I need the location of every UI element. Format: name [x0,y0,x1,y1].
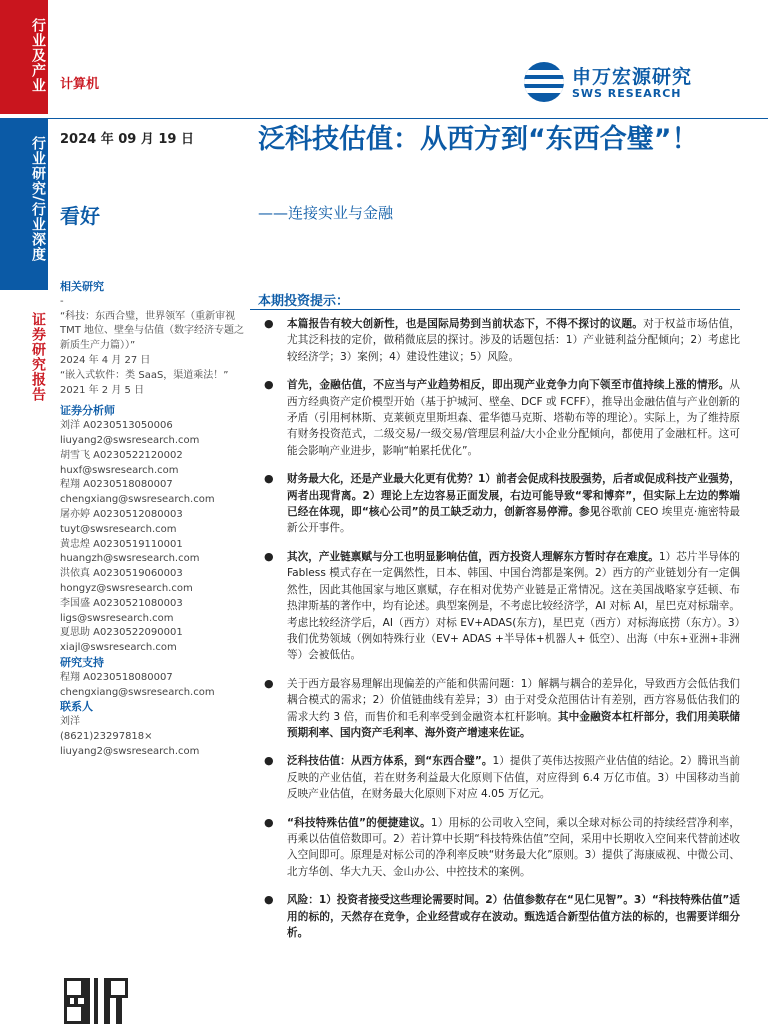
section-heading: 本期投资提示： [258,294,350,309]
qr-code-icon [64,978,128,1024]
side-tab-report-type: 证券研究报告 [0,294,48,1024]
left-sidebar [60,280,250,760]
sidebar-line: 胡雪飞 A0230522120002 [60,449,183,461]
bullet-text: 关于西方最容易理解出现偏差的产能和供需问题：1）解耦与耦合的差异化，导致西方会低估我们耦合模式的需求；2）价值链曲线有差异；3）由于对受众范围估计有差别，西方容易低估我们的需求大约 3 倍，而售价和毛利率受到金融资本杠杆影响。 [287,677,740,723]
bullet-dot-icon: ● [264,815,274,829]
report-title: 泛科技估值：从西方到“东西合璧”！ [258,124,699,155]
contact-list [60,715,250,759]
investment-highlights-list [262,316,740,953]
logo-text-cn: 申万宏源研究 [572,66,693,88]
bullet-dot-icon: ● [264,754,274,768]
contact-header: 联系人 [60,700,93,714]
sidebar-line: chengxiang@swsresearch.com [60,494,215,506]
bullet-dot-icon: ● [264,472,274,486]
sidebar-line: 刘洋 A0230513050006 [60,420,173,432]
sidebar-line: xiajl@swsresearch.com [60,642,177,654]
sidebar-line: huangzh@swsresearch.com [60,553,200,565]
bullet-bold-text: “科技特殊估值”的便捷建议。 [287,816,431,829]
sidebar-line: 黄忠煌 A0230519110001 [60,538,183,550]
bullet-item [262,377,740,459]
bullet-tail-bold-text: 其中金融资本杠杆部分，我们用美联储预期利率、国内资产毛利率、海外资产增速来佐证。 [287,710,740,739]
bullet-dot-icon: ● [264,317,274,330]
bullet-text: 1）用标的公司收入空间，乘以全球对标公司的持续经营净利率，再乘以估值倍数即可。2）若计算中长期“科技特殊估值”空间，采用中长期收入空间来代替前述收入空间即可。原理是对标公司的净利率反映“财务最大化”原则。3）提供了海康威视、中微公司、北方华创、华大九天、金山办公、中控技术的案例。 [287,816,740,878]
section-divider [250,309,740,310]
sidebar-line: “科技：东西合璧，世界领军（重新审视 TMT 地位、壁垒与估值（数字经济专题之新质生产力篇））” [60,310,245,352]
side-tab-industry: 行业及产业 [0,0,48,114]
sidebar-line: 刘洋 [60,716,80,728]
side-tab-research-type: 行业研究/行业深度 [0,118,48,290]
report-date: 2024 年 09 月 19 日 [60,132,194,147]
bullet-text: 1）芯片半导体的 Fabless 模式存在一定偶然性，日本、韩国、中国台湾都是案例。2）西方的产业链划分有一定偶然性，因此其他国家与地区禀赋，存在相对优势产业链是正常情况。这在美国战略家亨廷顿、布热津斯基的著作中，均有论述。典型案例是，不考虑比较经济学，AI 对标 AI，星巴克对标瑞幸。考虑比较经济学后，AI（西方）对标 EV+ADAS(东方)，星巴克（西方）对标海底捞（东方）。3）我们优势领域（例如特殊行业（EV+ ADAS +半导体+机器人+ 低空）、出海（中东+亚洲+非洲等）会被低估。 [287,550,740,662]
sidebar-line: - [60,295,64,307]
bullet-text: 对于权益市场估值，尤其泛科技的定价，做稍微底层的探讨。涉及的话题包括：1）产业链利益分配倾向；2）考虑比较经济学；3）案例；4）建设性建议；5）风险。 [287,318,741,363]
header-divider [48,118,768,119]
analyst-list [60,419,250,656]
bullet-text: 谷歌前 CEO 埃里克·施密特最新公开事件。 [287,506,740,535]
sidebar-line: chengxiang@swsresearch.com [60,686,215,698]
sidebar-line: 夏思助 A0230522090001 [60,627,183,639]
bullet-bold-text: 首先，金融估值，不应当与产业趋势相反，即出现产业竞争力向下领至市值持续上涨的情形。 [287,379,730,392]
sidebar-line: “嵌入式软件：类 SaaS，渠道乘法！” [60,369,229,381]
rating-label: 看好 [60,204,100,228]
bullet-item [262,892,740,941]
related-research-list [60,295,250,399]
logo-mark-icon [524,62,564,102]
sidebar-line: (8621)23297818× [60,730,153,742]
bullet-item [262,815,740,881]
bullet-dot-icon: ● [264,893,274,907]
bullet-text: 从西方经典资产定价模型开始（基于护城河、壁垒、DCF 或 FCFF），推导出金融估值与产业创新的矛盾（引用柯林斯、克莱顿克里斯坦森、霍华德马克斯、塔勒布等的理论）。实际上，为了维持原有财务投资范式，二级交易/一级交易/管理层利益/大小企业分配倾向，都使用了金融杠杆。这可能会影响产业进步，影响“帕累托优化”。 [287,379,740,457]
bullet-item [262,753,740,802]
sidebar-line: ligs@swsresearch.com [60,612,174,624]
brand-logo [524,62,734,104]
bullet-item [262,676,740,742]
support-list [60,671,250,701]
sidebar-line: 李国盛 A0230521080003 [60,597,183,609]
bullet-item [262,471,740,537]
sidebar-line: 洪依真 A0230519060003 [60,568,183,580]
sidebar-line: 屠亦婷 A0230512080003 [60,508,183,520]
bullet-bold-text: 风险：1）投资者接受这些理论需要时间。2）估值参数存在“见仁见智”。3）“科技特殊估值”适用的标的，天然存在竞争，企业经营或存在波动。甄选适合新型估值方法的标的，也需要详细分析。 [287,894,740,939]
sidebar-line: 程翔 A0230518080007 [60,671,173,683]
sidebar-line: hongyz@swsresearch.com [60,582,193,594]
analyst-header: 证券分析师 [60,404,115,418]
bullet-dot-icon: ● [264,549,274,563]
logo-text-en: SWS RESEARCH [572,87,682,100]
sidebar-line: liuyang2@swsresearch.com [60,434,200,446]
sidebar-line: 2021 年 2 月 5 日 [60,384,145,396]
sidebar-line: liuyang2@swsresearch.com [60,745,200,757]
sidebar-line: 程翔 A0230518080007 [60,479,173,491]
sidebar-line: tuyt@swsresearch.com [60,523,177,535]
support-header: 研究支持 [60,655,104,669]
bullet-item [262,549,740,664]
sector-label: 计算机 [60,77,100,92]
bullet-bold-text: 其次，产业链禀赋与分工也明显影响估值，西方投资人理解东方暂时存在难度。 [287,550,659,563]
bullet-dot-icon: ● [264,676,274,690]
bullet-dot-icon: ● [264,378,274,392]
bullet-bold-text: 泛科技估值：从西方体系，到“东西合璧”。 [287,755,493,768]
sidebar-line: 2024 年 4 月 27 日 [60,354,151,366]
related-research-header: 相关研究 [60,280,104,293]
report-subtitle: ——连接实业与金融 [258,204,394,222]
bullet-item [262,316,740,365]
bullet-bold-text: 财务最大化，还是产业最大化更有优势？1）前者会促成科技股强势，后者或促成科技产业强势，两者出现背离。2）理论上左边容易正面发展，右边可能导致“零和博弈”，但实际上左边的弊端已经在体现，即“核心公司”的员工缺乏动力，创新容易停滞。参见 [287,473,740,519]
bullet-text: 1）提供了英伟达按照产业估值的结论。2）腾讯当前反映的产业估值，若在财务利益最大化原则下估值，对应得到 6.4 万亿市值。3）中国移动当前反映产业估值，在财务最大化原则下对应 4.05 万亿元。 [287,755,740,801]
sidebar-line: huxf@swsresearch.com [60,464,179,476]
bullet-bold-text: 本篇报告有较大创新性，也是国际局势到当前状态下，不得不探讨的议题。 [287,318,644,330]
